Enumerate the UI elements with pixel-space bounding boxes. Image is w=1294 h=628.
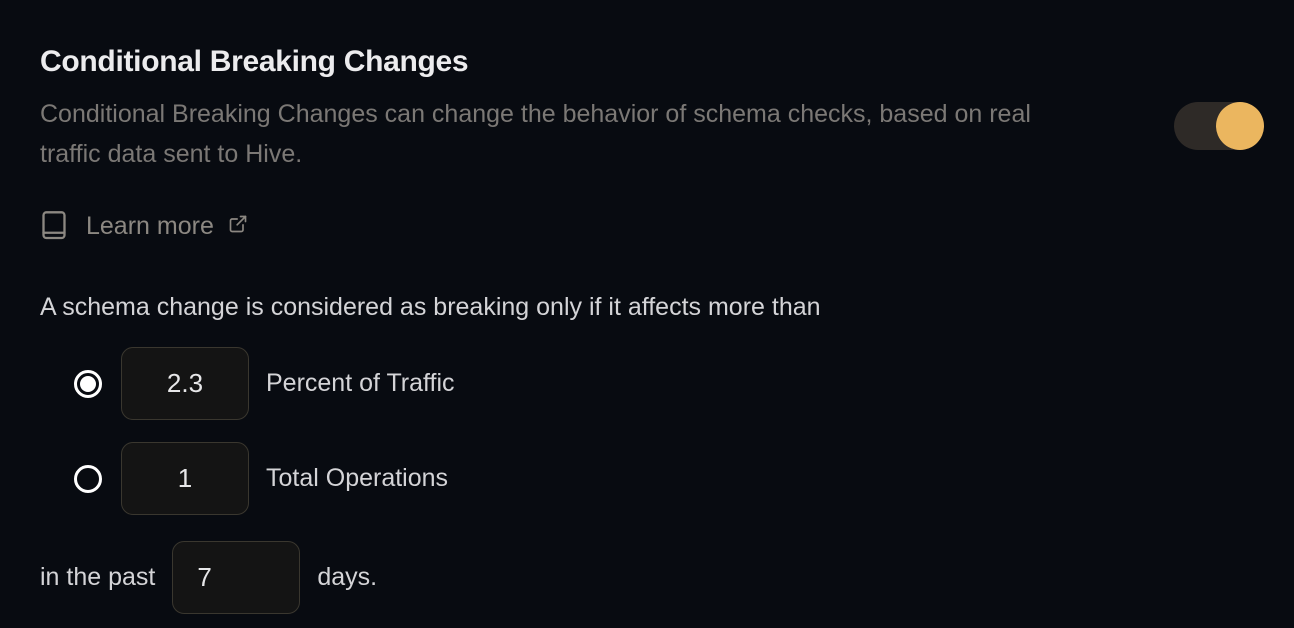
book-icon	[40, 210, 68, 242]
period-prefix: in the past	[40, 563, 156, 591]
external-link-icon	[228, 214, 248, 234]
period-days-input[interactable]	[172, 541, 300, 614]
description-line-2: traffic data sent to Hive.	[40, 140, 303, 168]
percent-of-traffic-label: Percent of Traffic	[266, 369, 455, 397]
percent-of-traffic-row	[40, 347, 1264, 420]
conditional-breaking-changes-toggle[interactable]	[1174, 102, 1264, 150]
percent-of-traffic-input[interactable]	[121, 347, 249, 420]
period-row	[40, 541, 1264, 614]
toggle-knob	[1216, 102, 1264, 150]
header-row	[40, 94, 1264, 174]
total-operations-label: Total Operations	[266, 464, 449, 492]
description-line-1: Conditional Breaking Changes can change the behavior of schema checks, based on real	[40, 100, 1031, 128]
learn-more-label: Learn more	[86, 211, 214, 240]
total-operations-row	[40, 442, 1264, 515]
section-title: Conditional Breaking Changes	[40, 45, 469, 78]
total-operations-input[interactable]	[121, 442, 249, 515]
percent-of-traffic-radio[interactable]	[74, 370, 102, 398]
period-suffix: days.	[317, 563, 378, 591]
learn-more-link[interactable]	[40, 210, 248, 242]
total-operations-radio[interactable]	[74, 465, 102, 493]
breaking-condition-intro: A schema change is considered as breaking only if it affects more than	[40, 293, 821, 321]
section-description	[40, 94, 1031, 174]
